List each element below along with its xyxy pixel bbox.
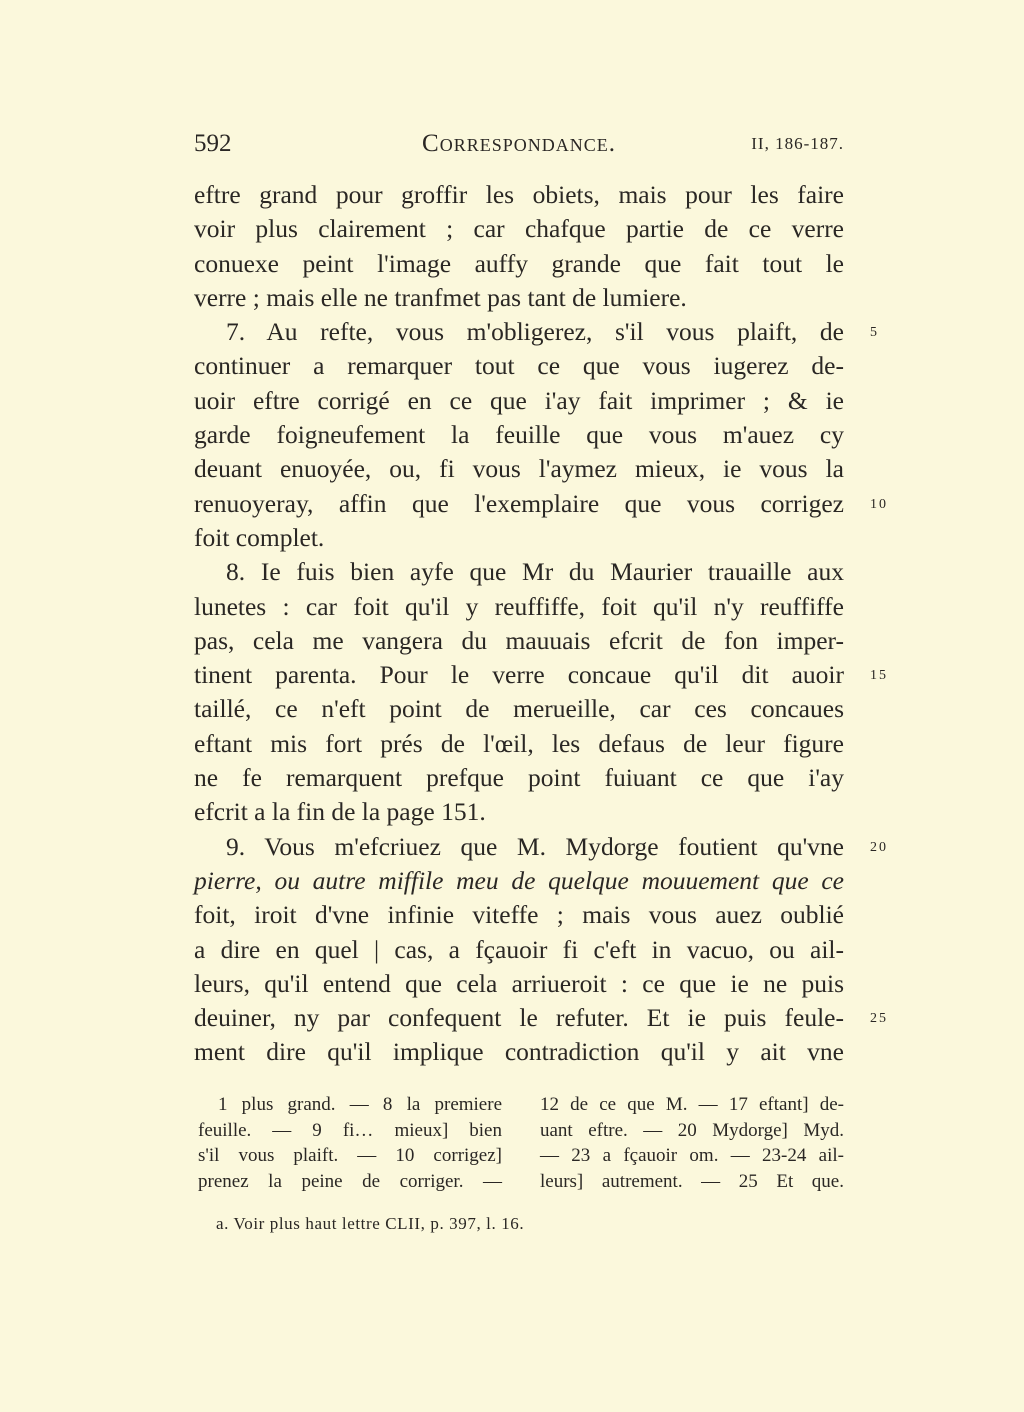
text-line: pierre, ou autre miffile meu de quelque mouuement que ce bbox=[194, 865, 844, 895]
text-line: leurs, qu'il entend que cela arriueroit : ce que ie ne puis bbox=[194, 968, 844, 998]
text-line: a dire en quel | cas, a fçauoir fi c'eft in vacuo, ou ail- bbox=[194, 934, 844, 964]
text-line: uoir eftre corrigé en ce que i'ay fait imprimer ; & ie bbox=[194, 385, 844, 415]
page-reference: II, 186-187. bbox=[751, 134, 844, 153]
variant-line: s'il vous plaift. — 10 corrigez] bbox=[198, 1145, 502, 1166]
text-line: pas, cela me vangera du mauuais efcrit de fon imper- bbox=[194, 625, 844, 655]
main-text bbox=[194, 178, 844, 1070]
text-line: verre ; mais elle ne tranfmet pas tant de lumiere. bbox=[194, 282, 687, 312]
text-line: continuer a remarquer tout ce que vous iugerez de- bbox=[194, 351, 844, 381]
text-line: conuexe peint l'image auffy grande que fait tout le bbox=[194, 248, 844, 278]
text-line: ment dire qu'il implique contradiction qu'il y ait vne bbox=[194, 1037, 844, 1067]
text-line: deuiner, ny par confequent le refuter. Et ie puis feule- bbox=[194, 1003, 844, 1033]
text-line: foit, iroit d'vne infinie viteffe ; mais vous auez oublié bbox=[194, 900, 844, 930]
running-title: Correspondance. bbox=[422, 130, 616, 157]
text-line: eftant mis fort prés de l'œil, les defaus de leur figure bbox=[194, 728, 844, 758]
text-line: ne fe remarquent prefque point fuiuant ce que i'ay bbox=[194, 763, 844, 793]
text-line: foit complet. bbox=[194, 522, 325, 552]
line-number: 10 bbox=[870, 497, 888, 512]
text-line: deuant enuoyée, ou, fi vous l'aymez mieux, ie vous la bbox=[194, 454, 844, 484]
text-line: garde foigneufement la feuille que vous m'auez cy bbox=[194, 420, 844, 450]
text-line: tinent parenta. Pour le verre concaue qu'il dit auoir bbox=[194, 660, 844, 690]
page-number: 592 bbox=[194, 130, 232, 157]
line-number: 5 bbox=[870, 325, 879, 340]
text-line: voir plus clairement ; car chafque partie de ce verre bbox=[194, 214, 844, 244]
variant-line: — 23 a fçauoir om. — 23-24 ail- bbox=[540, 1145, 844, 1166]
variant-line: prenez la peine de corriger. — bbox=[198, 1170, 502, 1192]
variant-column-right bbox=[540, 1092, 844, 1194]
variant-line: 1 plus grand. — 8 la premiere bbox=[218, 1094, 502, 1115]
text-line: efcrit a la fin de la page 151. bbox=[194, 797, 486, 827]
line-number: 15 bbox=[870, 668, 888, 683]
text-line: renuoyeray, affin que l'exemplaire que vous corrigez bbox=[194, 488, 844, 518]
variant-line: feuille. — 9 fi… mieux] bien bbox=[198, 1119, 502, 1141]
text-line: eftre grand pour groffir les obiets, mais pour les faire bbox=[194, 180, 844, 209]
line-number: 25 bbox=[870, 1011, 888, 1026]
line-number: 20 bbox=[870, 840, 888, 855]
text-line: taillé, ce n'eft point de merueille, car ces concaues bbox=[194, 694, 844, 724]
text-line: 7. Au refte, vous m'obligerez, s'il vous plaift, de bbox=[226, 317, 844, 347]
text-line: lunetes : car foit qu'il y reuffiffe, foit qu'il n'y reuffiffe bbox=[194, 591, 844, 621]
variant-line: 12 de ce que M. — 17 eftant] de- bbox=[540, 1094, 844, 1115]
variant-column-left bbox=[198, 1092, 502, 1194]
variant-line: leurs] autrement. — 25 Et que. bbox=[540, 1170, 844, 1192]
variant-line: uant eftre. — 20 Mydorge] Myd. bbox=[540, 1119, 844, 1141]
page-header bbox=[194, 130, 844, 170]
footnote: a. Voir plus haut lettre CLII, p. 397, l. 16. bbox=[216, 1214, 525, 1233]
text-line: 8. Ie fuis bien ayfe que Mr du Maurier trauaille aux bbox=[226, 557, 844, 587]
text-line: 9. Vous m'efcriuez que M. Mydorge foutient qu'vne bbox=[226, 831, 844, 861]
